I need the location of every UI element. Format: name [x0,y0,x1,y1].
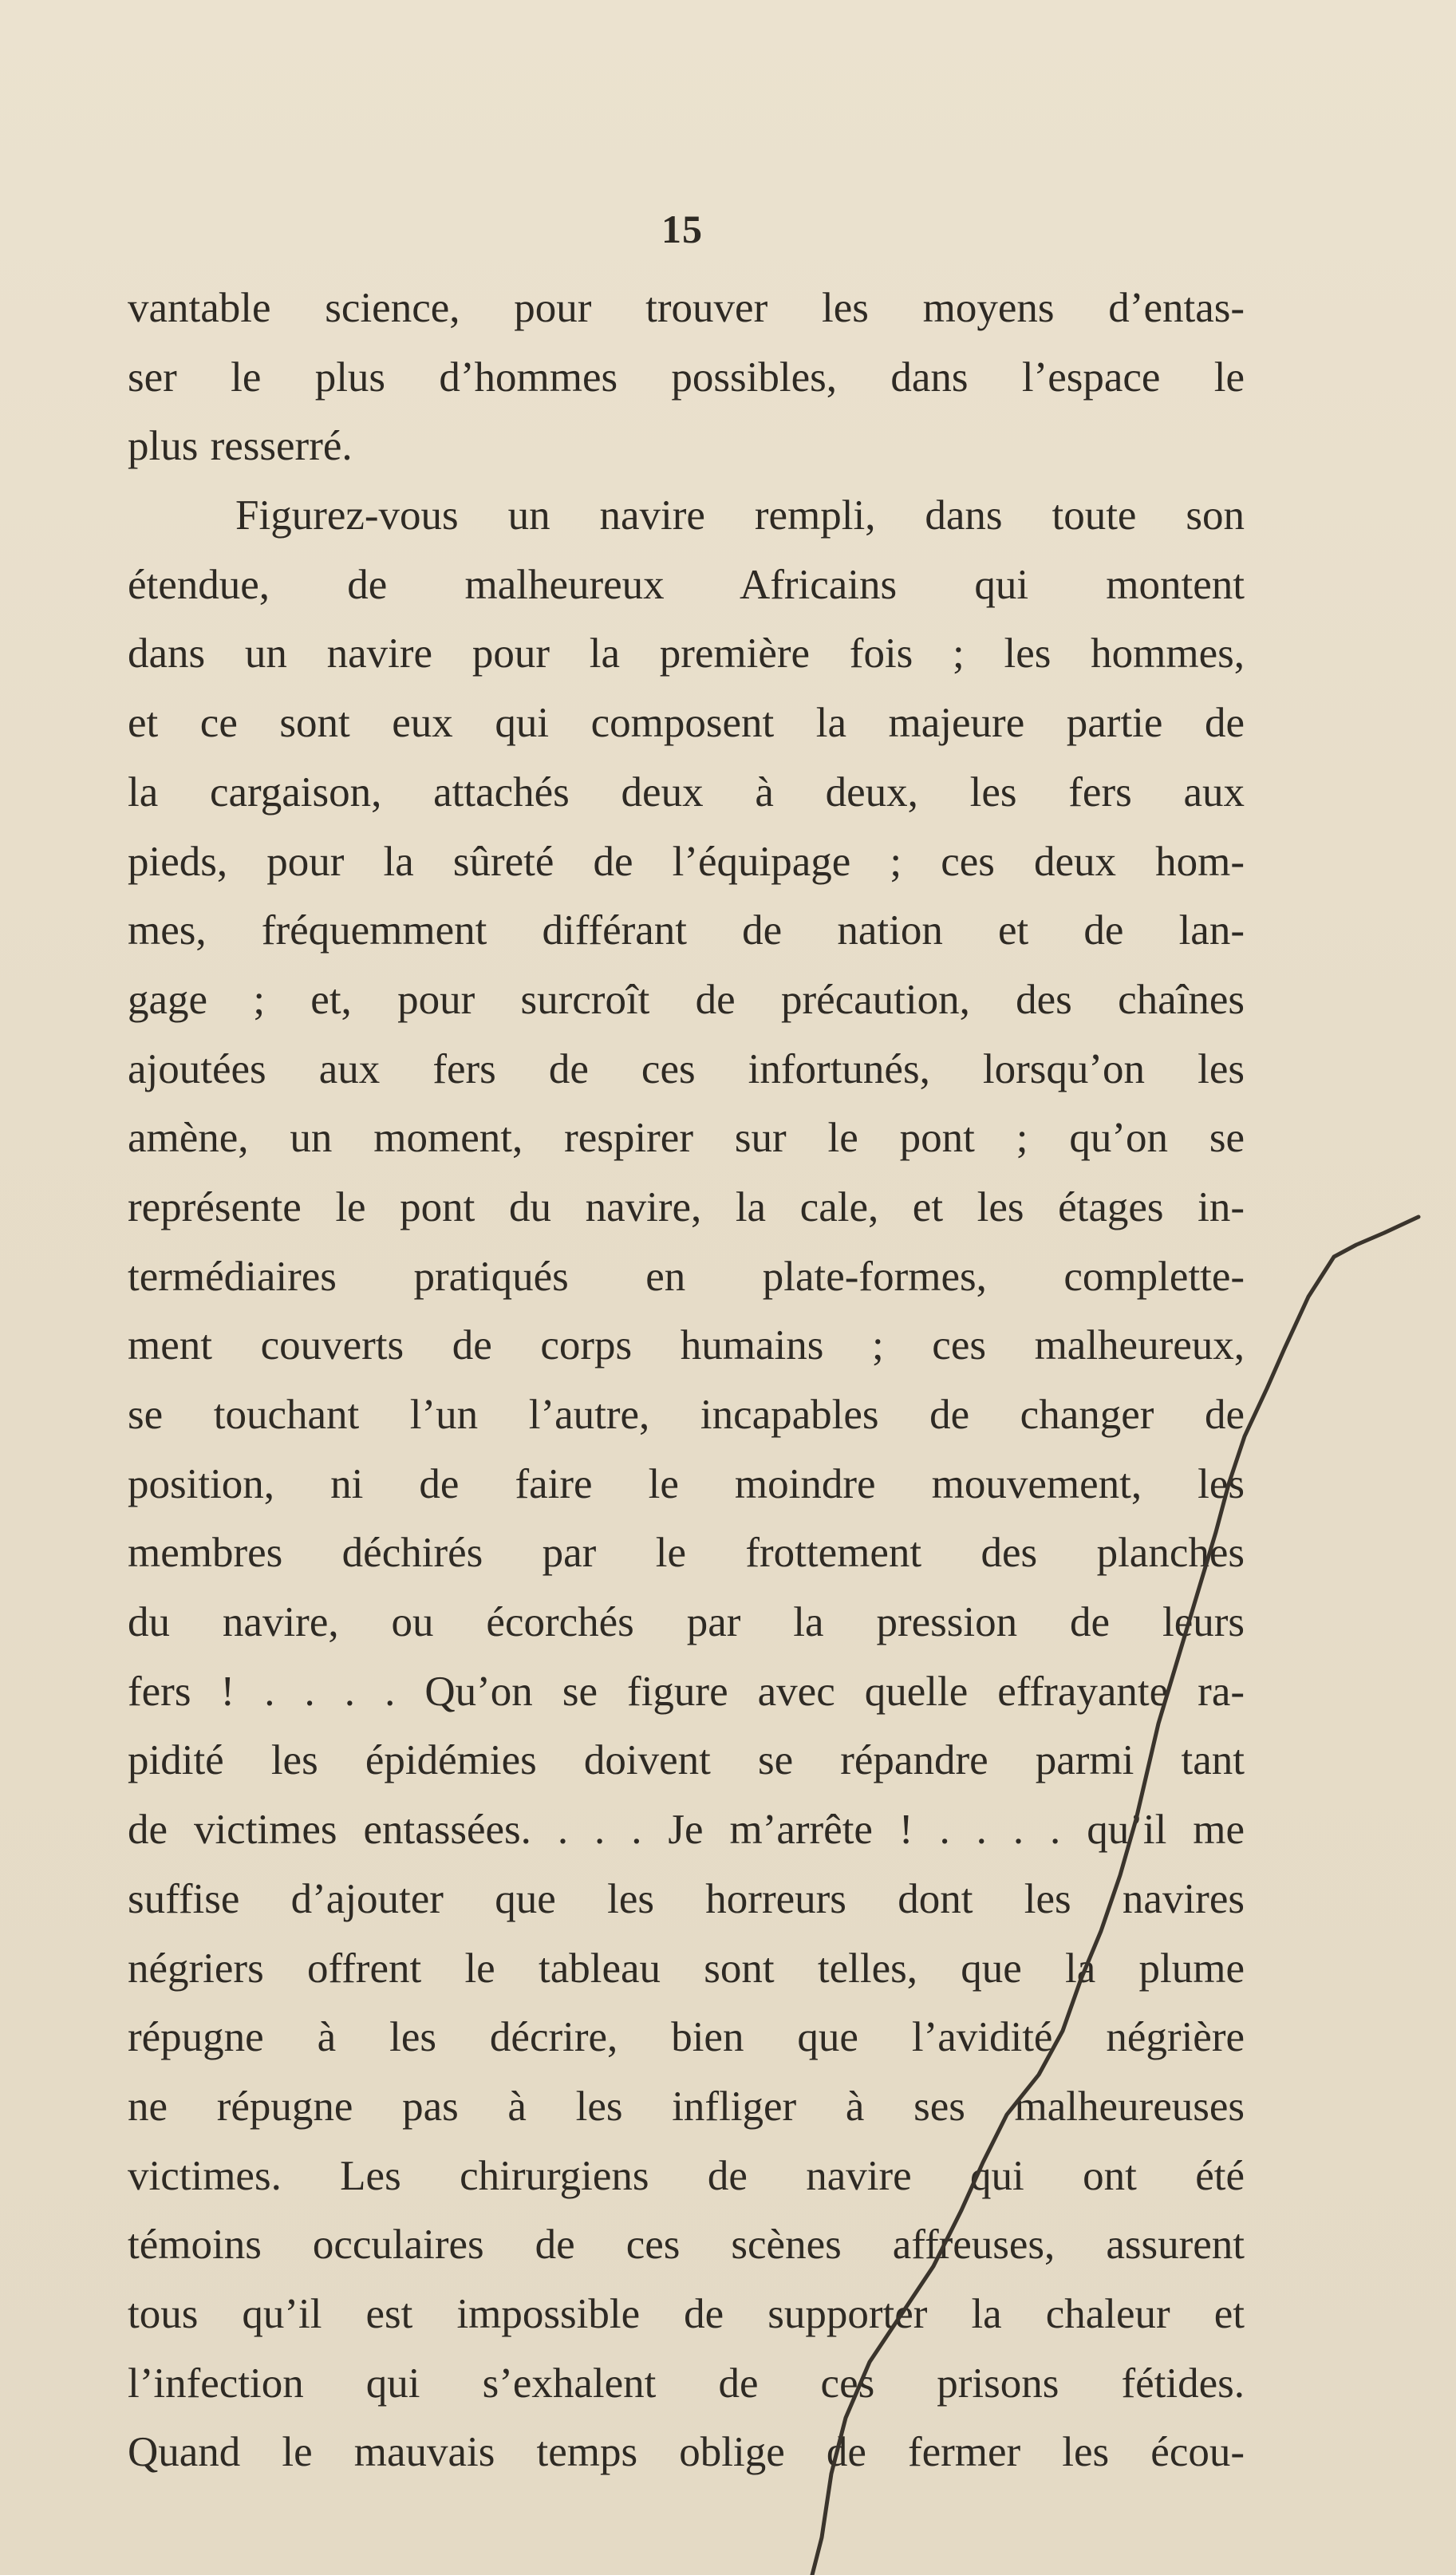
text-line: pieds, pour la sûreté de l’équipage ; ces deux hom- [128,838,1245,885]
text-line: position, ni de faire le moindre mouvement, les [128,1460,1245,1507]
text-line: membres déchirés par le frottement des planches [128,1530,1245,1577]
text-line: amène, un moment, respirer sur le pont ; qu’on se [128,1115,1245,1162]
text-line: termédiaires pratiqués en plate-formes, complette- [128,1253,1245,1300]
text-line: vantable science, pour trouver les moyens d’entas- [128,285,1245,331]
text-line: fers ! . . . . Qu’on se figure avec quelle effrayante ra- [128,1668,1245,1715]
text-line: la cargaison, attachés deux à deux, les fers aux [128,768,1245,816]
text-line: victimes. Les chirurgiens de navire qui ont été [128,2152,1245,2199]
text-line: gage ; et, pour surcroît de précaution, des chaînes [128,976,1245,1023]
text-line: dans un navire pour la première fois ; les hommes, [128,630,1245,677]
text-line: ajoutées aux fers de ces infortunés, lorsqu’on les [128,1045,1245,1092]
text-line: mes, fréquemment différant de nation et de lan- [128,907,1245,954]
text-line: de victimes entassées. . . . Je m’arrête ! . . . . qu’il me [128,1807,1245,1854]
text-line: répugne à les décrire, bien que l’avidité négrière [128,2014,1245,2061]
text-line: Quand le mauvais temps oblige de fermer les écou- [128,2429,1245,2476]
text-line: ne répugne pas à les infliger à ses malheureuses [128,2083,1245,2130]
text-line: représente le pont du navire, la cale, et les étages in- [128,1183,1245,1230]
text-line: se touchant l’un l’autre, incapables de changer de [128,1392,1245,1438]
page-number: 15 [661,207,703,251]
body-text [128,274,1245,2487]
text-line: tous qu’il est impossible de supporter la chaleur et [128,2290,1245,2337]
text-line: et ce sont eux qui composent la majeure partie de [128,700,1245,747]
text-line: ser le plus d’hommes possibles, dans l’espace le [128,353,1245,401]
text-line: pidité les épidémies doivent se répandre parmi tant [128,1737,1245,1784]
text-line: négriers offrent le tableau sont telles, que la plume [128,1945,1245,1992]
text-line: étendue, de malheureux Africains qui montent [128,561,1245,608]
text-line: plus resserré. [128,423,353,470]
text-line: ment couverts de corps humains ; ces malheureux, [128,1322,1245,1369]
text-line: l’infection qui s’exhalent de ces prisons fétides. [128,2360,1245,2407]
text-line: Figurez-vous un navire rempli, dans toute son [235,492,1245,539]
text-line: témoins occulaires de ces scènes affreuses, assurent [128,2222,1245,2269]
text-line: suffise d’ajouter que les horreurs dont les navires [128,1875,1245,1922]
text-line: du navire, ou écorchés par la pression de leurs [128,1599,1245,1646]
